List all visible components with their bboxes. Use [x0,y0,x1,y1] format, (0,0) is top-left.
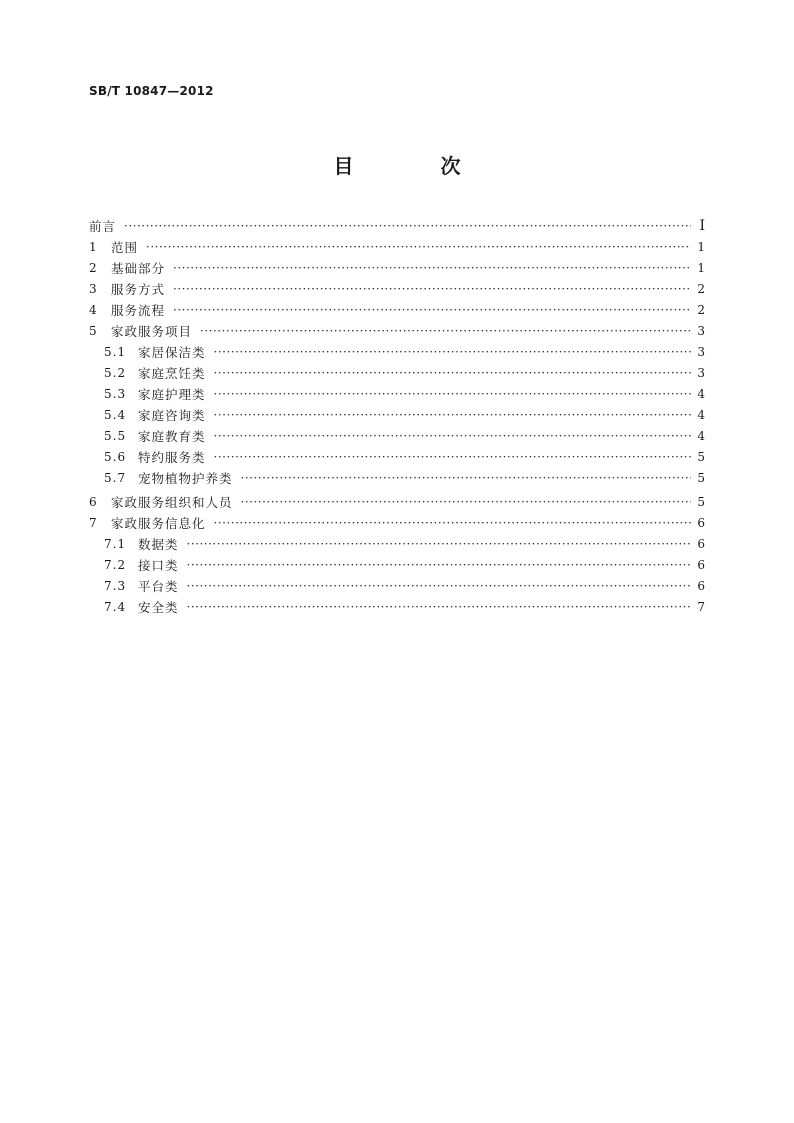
toc-leader-dots [173,261,691,275]
toc-entry[interactable] [89,236,705,257]
toc-entry[interactable] [89,383,705,404]
toc-entry[interactable] [89,341,705,362]
toc-leader-dots [187,579,691,593]
toc-entry-page: 1 [697,239,705,254]
toc-entry[interactable] [89,555,705,576]
toc-leader-dots [214,516,691,530]
toc-entry-page: 3 [697,365,705,380]
toc-leader-dots [214,387,691,401]
toc-entry-number: 6 [89,495,97,509]
toc-entry[interactable] [89,467,705,488]
toc-entry-page: 3 [697,344,705,359]
toc-leader-dots [241,471,691,485]
toc-entry[interactable] [89,299,705,320]
toc-entry-label: 家庭护理类 [138,386,206,402]
toc-leader-dots [173,282,691,296]
toc-entry-page: 6 [697,537,705,551]
toc-entry-page: 5 [697,449,705,464]
toc-entry-number: 5.4 [104,407,127,422]
table-of-contents [89,215,705,618]
toc-leader-dots [200,324,691,338]
toc-entry-number: 5.6 [104,449,127,464]
toc-entry-label: 家政服务项目 [111,323,193,339]
toc-entry[interactable] [89,425,705,446]
toc-entry-label: 范围 [111,239,139,255]
toc-entry[interactable] [89,534,705,555]
toc-entry-number: 7.3 [104,579,127,593]
toc-entry[interactable] [89,513,705,534]
toc-entry-page: 5 [697,495,705,509]
toc-entry-page: Ⅰ [699,217,705,234]
toc-leader-dots [187,600,691,614]
page-title: 目 次 [333,154,501,178]
toc-entry-label: 家庭咨询类 [138,407,206,423]
toc-entry[interactable] [89,215,705,236]
toc-entry[interactable] [89,446,705,467]
toc-entry-label: 特约服务类 [138,449,206,465]
toc-leader-dots [214,366,691,380]
toc-entry-number: 1 [89,239,97,254]
toc-entry-number: 5.1 [104,344,127,359]
toc-entry-number: 5.7 [104,470,127,485]
toc-entry-label: 前言 [89,218,117,234]
toc-entry-page: 3 [697,323,705,338]
toc-entry-page: 5 [697,470,705,485]
toc-entry-label: 接口类 [138,558,179,573]
toc-leader-dots [241,495,691,509]
toc-entry-page: 4 [697,428,705,443]
toc-leader-dots [187,537,691,551]
standard-code: SB/T 10847—2012 [89,84,214,98]
toc-leader-dots [214,429,691,443]
toc-leader-dots [214,345,691,359]
toc-entry-number: 7.2 [104,558,127,572]
toc-entry-page: 7 [697,600,705,614]
toc-entry-label: 家庭教育类 [138,428,206,444]
toc-entry-label: 家居保洁类 [138,344,206,360]
toc-entry-number: 7.4 [104,600,127,614]
toc-entry-number: 5 [89,323,97,338]
toc-entry-number: 4 [89,302,97,317]
toc-entry-label: 家政服务组织和人员 [111,495,233,510]
toc-entry[interactable] [89,362,705,383]
toc-leader-dots [214,408,691,422]
toc-entry-page: 4 [697,407,705,422]
toc-entry-number: 7.1 [104,537,127,551]
toc-entry-label: 家政服务信息化 [111,516,206,531]
toc-entry-number: 7 [89,516,97,530]
toc-leader-dots [187,558,691,572]
toc-entry-label: 家庭烹饪类 [138,365,206,381]
toc-entry-number: 2 [89,260,97,275]
toc-entry[interactable] [89,492,705,513]
toc-entry[interactable] [89,257,705,278]
toc-entry[interactable] [89,404,705,425]
toc-entry-label: 安全类 [138,600,179,615]
toc-leader-dots [124,219,691,233]
toc-entry-label: 服务方式 [111,281,166,297]
toc-entry-label: 服务流程 [111,302,166,318]
toc-entry-number: 5.3 [104,386,127,401]
toc-entry-label: 宠物植物护养类 [138,470,233,486]
toc-entry-page: 6 [697,579,705,593]
toc-entry-label: 基础部分 [111,260,166,276]
toc-entry-label: 平台类 [138,579,179,594]
toc-entry-number: 5.2 [104,365,127,380]
toc-entry-page: 4 [697,386,705,401]
toc-leader-dots [214,450,691,464]
toc-entry-page: 2 [697,281,705,296]
toc-entry[interactable] [89,597,705,618]
toc-entry-page: 1 [697,260,705,275]
toc-entry-page: 2 [697,302,705,317]
toc-entry-page: 6 [697,558,705,572]
toc-entry[interactable] [89,576,705,597]
toc-entry-label: 数据类 [138,537,179,552]
toc-entry-number: 3 [89,281,97,296]
toc-entry-page: 6 [697,516,705,530]
toc-leader-dots [146,240,691,254]
toc-entry[interactable] [89,278,705,299]
toc-leader-dots [173,303,691,317]
toc-entry[interactable] [89,320,705,341]
toc-entry-number: 5.5 [104,428,127,443]
